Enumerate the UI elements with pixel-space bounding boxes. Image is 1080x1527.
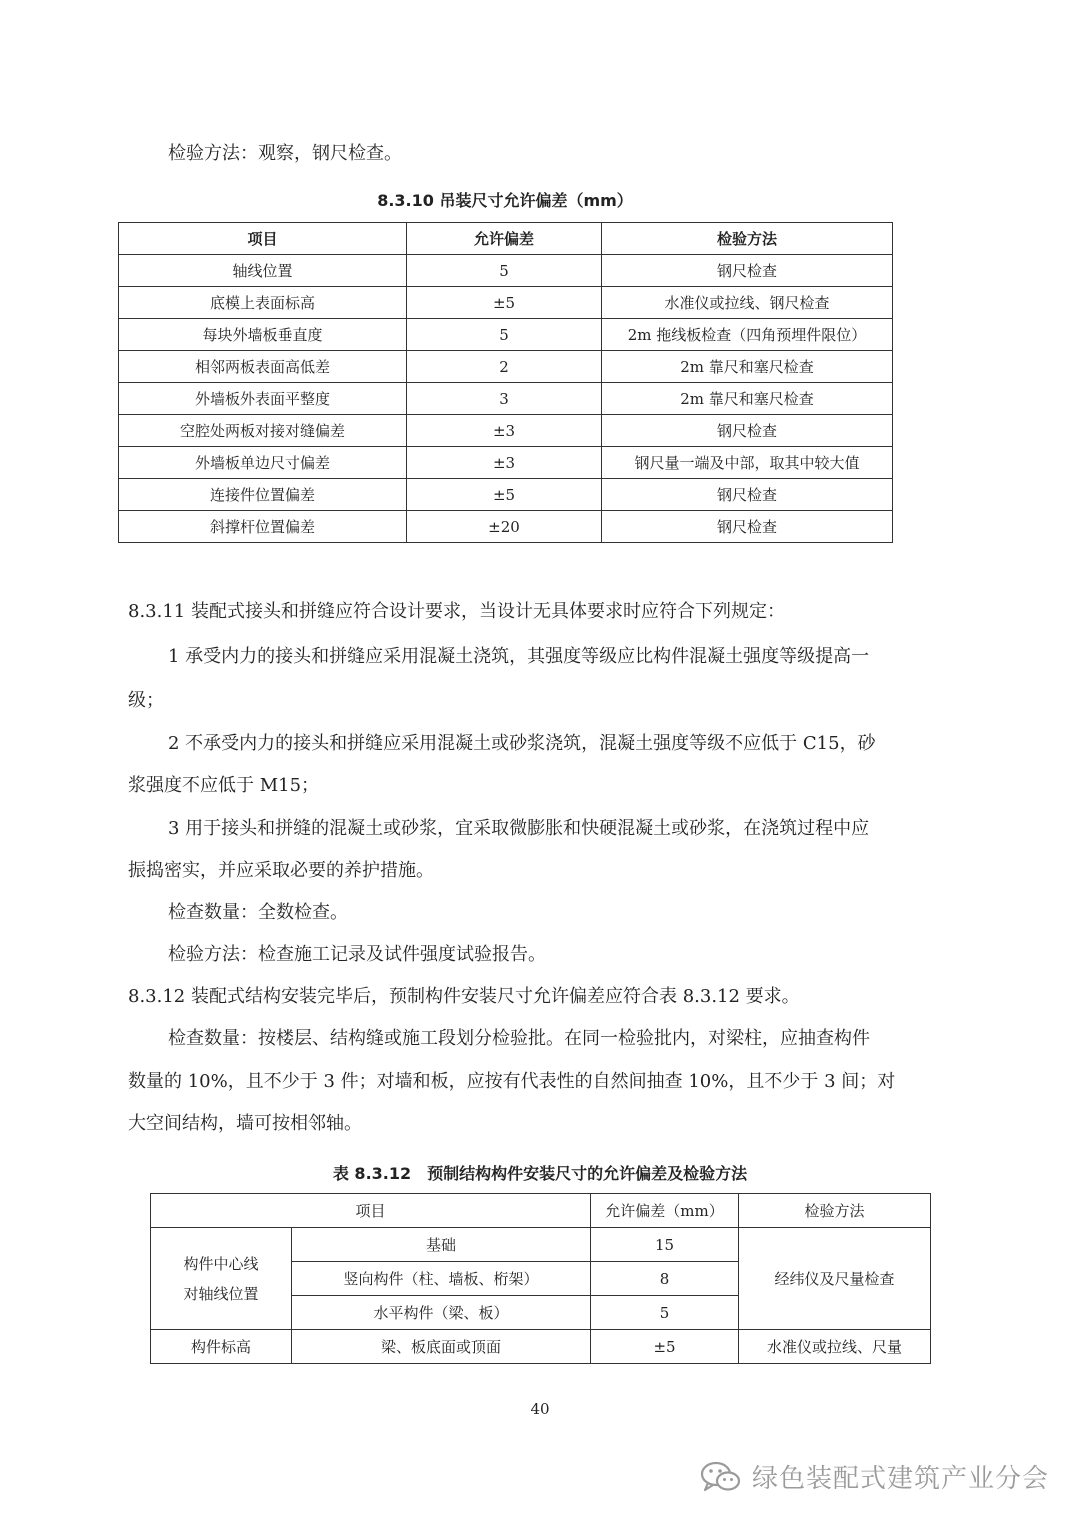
table-header-row (119, 223, 893, 255)
cell-tolerance: 2 (407, 351, 602, 383)
cell-method: 2m 靠尺和塞尺检查 (602, 383, 893, 415)
cell-item: 连接件位置偏差 (119, 479, 407, 511)
check-quantity-line: 检查数量：全数检查。 (168, 902, 348, 923)
check-method-line: 检验方法：检查施工记录及试件强度试验报告。 (168, 944, 546, 965)
item-3-line-2: 振捣密实，并应采取必要的养护措施。 (128, 860, 434, 881)
cell-item: 底模上表面标高 (119, 287, 407, 319)
installation-tolerance-table (150, 1193, 931, 1364)
cell-tolerance: ±3 (407, 447, 602, 479)
cell-item: 每块外墙板垂直度 (119, 319, 407, 351)
cell-sub-item: 水平构件（梁、板） (292, 1296, 591, 1330)
cell-tolerance: ±5 (407, 479, 602, 511)
header-tolerance: 允许偏差（mm） (591, 1194, 739, 1228)
cell-tolerance: ±5 (407, 287, 602, 319)
cell-tolerance: 3 (407, 383, 602, 415)
cell-method: 水准仪或拉线、尺量 (739, 1330, 931, 1364)
table-row (119, 415, 893, 447)
item-2-line-2: 浆强度不应低于 M15； (128, 775, 320, 796)
table-row (119, 511, 893, 543)
cell-method: 钢尺检查 (602, 415, 893, 447)
table-row (119, 319, 893, 351)
table-row (119, 383, 893, 415)
cell-item: 构件标高 (151, 1330, 292, 1364)
cell-item: 相邻两板表面高低差 (119, 351, 407, 383)
group-label-line-2: 对轴线位置 (183, 1284, 259, 1303)
hoisting-tolerance-table (118, 222, 893, 543)
item-3-line-1: 3 用于接头和拼缝的混凝土或砂浆，宜采取微膨胀和快硬混凝土或砂浆，在浇筑过程中应 (168, 818, 870, 839)
cell-method: 钢尺量一端及中部，取其中较大值 (602, 447, 893, 479)
cell-method: 2m 拖线板检查（四角预埋件限位） (602, 319, 893, 351)
table-row (119, 447, 893, 479)
cell-item: 外墙板单边尺寸偏差 (119, 447, 407, 479)
header-tolerance: 允许偏差 (407, 223, 602, 255)
cell-tolerance: ±5 (591, 1330, 739, 1364)
table-row (119, 255, 893, 287)
table1-caption: 8.3.10 吊装尺寸允许偏差（mm） (377, 191, 633, 210)
table-row (119, 479, 893, 511)
cell-item: 轴线位置 (119, 255, 407, 287)
group-label-cell (151, 1228, 292, 1330)
cell-tolerance: ±3 (407, 415, 602, 447)
cell-sub-item: 梁、板底面或顶面 (292, 1330, 591, 1364)
cell-tolerance: 5 (591, 1296, 739, 1330)
cell-item: 外墙板外表面平整度 (119, 383, 407, 415)
table-row (151, 1330, 931, 1364)
wechat-icon (700, 1460, 742, 1494)
table-header-row (151, 1194, 931, 1228)
watermark-text: 绿色装配式建筑产业分会 (752, 1464, 1050, 1494)
cell-tolerance: 8 (591, 1262, 739, 1296)
cell-tolerance: 5 (407, 255, 602, 287)
header-item: 项目 (151, 1194, 591, 1228)
cell-method: 钢尺检查 (602, 255, 893, 287)
cell-method: 钢尺检查 (602, 479, 893, 511)
check-quantity-2-line-1: 检查数量：按楼层、结构缝或施工段划分检验批。在同一检验批内，对梁柱，应抽查构件 (168, 1028, 870, 1049)
clause-8-3-11: 8.3.11 装配式接头和拼缝应符合设计要求，当设计无具体要求时应符合下列规定： (128, 601, 785, 622)
check-quantity-2-line-3: 大空间结构，墙可按相邻轴。 (128, 1113, 362, 1134)
check-quantity-2-line-2: 数量的 10%，且不少于 3 件；对墙和板，应按有代表性的自然间抽查 10%，且不少于 3 间；对 (128, 1071, 896, 1092)
item-1-line-2: 级； (128, 690, 164, 711)
header-method: 检验方法 (739, 1194, 931, 1228)
group-label-line-1: 构件中心线 (183, 1254, 259, 1273)
cell-tolerance: ±20 (407, 511, 602, 543)
table-row (119, 351, 893, 383)
cell-method: 钢尺检查 (602, 511, 893, 543)
header-item: 项目 (119, 223, 407, 255)
clause-8-3-12: 8.3.12 装配式结构安装完毕后，预制构件安装尺寸允许偏差应符合表 8.3.12 要求。 (128, 986, 800, 1007)
table-row (119, 287, 893, 319)
cell-method: 2m 靠尺和塞尺检查 (602, 351, 893, 383)
cell-method: 水准仪或拉线、钢尺检查 (602, 287, 893, 319)
cell-item: 斜撑杆位置偏差 (119, 511, 407, 543)
cell-sub-item: 竖向构件（柱、墙板、桁架） (292, 1262, 591, 1296)
watermark (700, 1458, 1049, 1495)
cell-item: 空腔处两板对接对缝偏差 (119, 415, 407, 447)
table-row (151, 1228, 931, 1262)
header-method: 检验方法 (602, 223, 893, 255)
table2-caption: 表 8.3.12 预制结构构件安装尺寸的允许偏差及检验方法 (332, 1164, 748, 1183)
item-1-line-1: 1 承受内力的接头和拼缝应采用混凝土浇筑，其强度等级应比构件混凝土强度等级提高一 (168, 646, 870, 667)
cell-tolerance: 15 (591, 1228, 739, 1262)
inspection-method-line: 检验方法：观察，钢尺检查。 (168, 143, 402, 164)
item-2-line-1: 2 不承受内力的接头和拼缝应采用混凝土或砂浆浇筑，混凝土强度等级不应低于 C15，砂 (168, 733, 876, 754)
page-number: 40 (530, 1400, 550, 1418)
group-method-cell: 经纬仪及尺量检查 (739, 1228, 931, 1330)
cell-sub-item: 基础 (292, 1228, 591, 1262)
cell-tolerance: 5 (407, 319, 602, 351)
